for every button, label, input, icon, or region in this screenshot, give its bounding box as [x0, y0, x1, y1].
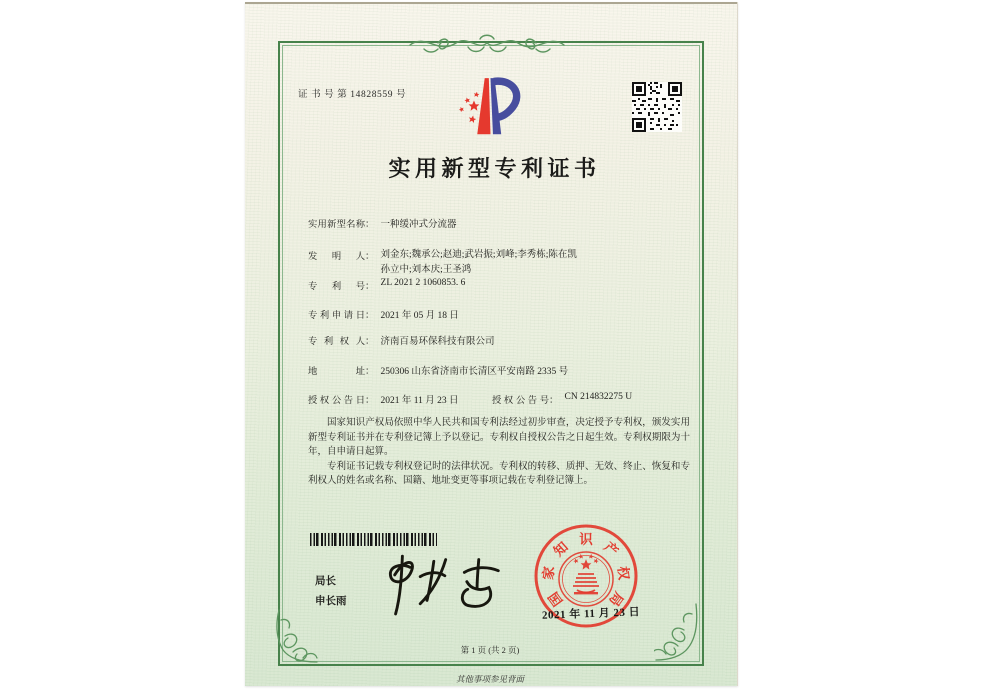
cnipa-logo-icon: [454, 74, 522, 140]
page-number: 第 1 页 (共 2 页): [460, 645, 520, 655]
bottom-left-flourish-icon: [273, 606, 321, 666]
field-value: [381, 248, 577, 278]
seal-date: 2021 年 11 月 23 日: [541, 606, 641, 622]
label-colon: ：: [365, 396, 375, 406]
qr-code-icon: [632, 82, 682, 132]
label-colon: ：: [549, 396, 559, 406]
field-label: 地址: [308, 367, 365, 377]
field-label: 专利权人: [308, 337, 365, 347]
paper-edge-shadow: [245, 2, 737, 4]
label-colon: ：: [365, 337, 375, 347]
field-label: 授权公告号: [492, 396, 549, 406]
director-title: 局长: [315, 576, 336, 587]
field-row-grant: [308, 392, 704, 406]
back-side-note: 其他事项参见背面: [455, 674, 524, 684]
seal-char: 国: [545, 589, 566, 609]
field-row-name: [308, 216, 704, 230]
label-colon: ：: [365, 367, 375, 377]
seal-char: 权: [615, 565, 632, 581]
seal-char: 局: [606, 589, 627, 609]
field-label: 发明人: [308, 252, 365, 262]
legal-paragraph-2: 专利证书记载专利权登记时的法律状况。专利权的转移、质押、无效、终止、恢复和专利权人的姓名或名称、国籍、地址变更等事项记载在专利登记簿上。: [308, 461, 690, 487]
field-value: 2021 年 05 月 18 日: [380, 311, 459, 321]
field-value: ZL 2021 2 1060853. 6: [380, 278, 466, 288]
director-name: 申长雨: [315, 596, 347, 607]
field-value: 250306 山东省济南市长清区平安南路 2335 号: [380, 367, 569, 377]
field-value: 济南百易环保科技有限公司: [380, 337, 495, 347]
field-label: 实用新型名称: [308, 220, 365, 230]
certificate-title: 实用新型专利证书: [388, 156, 601, 181]
label-colon: ：: [365, 311, 375, 321]
field-label: 授权公告日: [308, 396, 365, 406]
seal-char: 知: [550, 539, 571, 560]
seal-char: 家: [540, 565, 557, 581]
label-colon: ：: [365, 252, 375, 262]
field-value: CN 214832275 U: [564, 392, 633, 402]
label-colon: ：: [365, 220, 375, 230]
field-row-patent-no: [308, 278, 704, 292]
inventors-line2: 孙立中;刘本庆;王圣鸿: [380, 265, 472, 275]
label-colon: ：: [365, 282, 375, 292]
field-row-address: [308, 363, 704, 377]
legal-paragraph-1: 国家知识产权局依照中华人民共和国专利法经过初步审查，决定授予专利权，颁发实用新型专利证书并在专利登记簿上予以登记。专利权自授权公告之日起生效。专利权期限为十年，自申请日起算。: [308, 418, 690, 458]
field-row-filing-date: [308, 307, 704, 321]
top-scroll-ornament-icon: [408, 29, 566, 61]
field-row-inventors: [308, 248, 704, 278]
barcode: [310, 533, 437, 546]
inventors-line1: 刘金东;魏承公;赵迪;武岩振;刘峰;李秀栋;陈在凯: [380, 250, 577, 260]
legal-text: [308, 416, 690, 489]
certificate-paper: [245, 2, 738, 686]
field-value: 2021 年 11 月 23 日: [380, 396, 459, 406]
field-label: 专利号: [308, 282, 365, 292]
seal-char: 产: [601, 539, 622, 560]
field-row-patentee: [308, 333, 704, 347]
director-signature-icon: [371, 548, 511, 623]
field-label: 专利申请日: [308, 311, 365, 321]
seal-char: 识: [579, 532, 593, 547]
field-value: 一种缓冲式分流器: [380, 220, 457, 230]
grant-number-group: [492, 392, 632, 406]
certificate-number: 证 书 号 第 14828559 号: [298, 90, 407, 100]
